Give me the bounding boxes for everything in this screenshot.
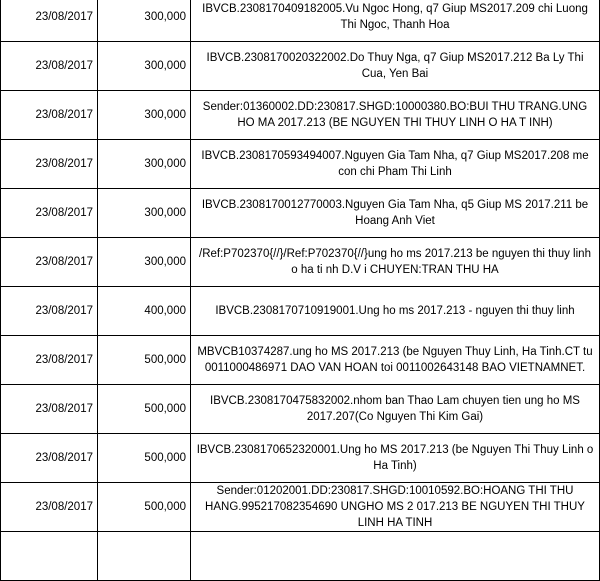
table-row — [1, 483, 600, 532]
amount-cell — [98, 532, 191, 581]
table-row — [1, 0, 600, 42]
amount-cell: 500,000 — [98, 483, 191, 532]
table-row — [1, 385, 600, 434]
description-cell — [191, 532, 600, 581]
date-cell — [1, 532, 98, 581]
amount-cell: 300,000 — [98, 42, 191, 91]
table-row — [1, 434, 600, 483]
description-cell: IBVCB.2308170652320001.Ung ho MS 2017.213 (be Nguyen Thi Thuy Linh o Ha Tinh) — [191, 434, 600, 483]
date-cell: 23/08/2017 — [1, 238, 98, 287]
amount-cell: 300,000 — [98, 189, 191, 238]
amount-cell: 500,000 — [98, 385, 191, 434]
date-cell: 23/08/2017 — [1, 91, 98, 140]
date-cell: 23/08/2017 — [1, 42, 98, 91]
date-cell: 23/08/2017 — [1, 140, 98, 189]
table-row — [1, 91, 600, 140]
amount-cell: 300,000 — [98, 91, 191, 140]
table-row — [1, 532, 600, 581]
description-cell: IBVCB.2308170593494007.Nguyen Gia Tam Nha, q7 Giup MS2017.208 me con chi Pham Thi Linh — [191, 140, 600, 189]
description-cell: MBVCB10374287.ung ho MS 2017.213 (be Nguyen Thuy Linh, Ha Tinh.CT tu 0011000486971 DAO VAN HOAN toi 0011002643148 BAO VIETNAMNET. — [191, 336, 600, 385]
date-cell: 23/08/2017 — [1, 336, 98, 385]
amount-cell: 300,000 — [98, 140, 191, 189]
description-cell: IBVCB.2308170710919001.Ung ho ms 2017.213 - nguyen thi thuy linh — [191, 287, 600, 336]
date-cell: 23/08/2017 — [1, 0, 98, 42]
description-cell: IBVCB.2308170012770003.Nguyen Gia Tam Nha, q5 Giup MS 2017.211 be Hoang Anh Viet — [191, 189, 600, 238]
table-row — [1, 189, 600, 238]
date-cell: 23/08/2017 — [1, 483, 98, 532]
amount-cell: 300,000 — [98, 238, 191, 287]
description-cell: IBVCB.2308170020322002.Do Thuy Nga, q7 Giup MS2017.212 Ba Ly Thi Cua, Yen Bai — [191, 42, 600, 91]
table-row — [1, 42, 600, 91]
description-cell: Sender:01360002.DD:230817.SHGD:10000380.BO:BUI THU TRANG.UNG HO MA 2017.213 (BE NGUYEN THI THUY LINH O HA T INH) — [191, 91, 600, 140]
date-cell: 23/08/2017 — [1, 434, 98, 483]
amount-cell: 500,000 — [98, 434, 191, 483]
table-row — [1, 140, 600, 189]
amount-cell: 400,000 — [98, 287, 191, 336]
date-cell: 23/08/2017 — [1, 385, 98, 434]
table-row — [1, 238, 600, 287]
description-cell: Sender:01202001.DD:230817.SHGD:10010592.BO:HOANG THI THU HANG.995217082354690 UNGHO MS 2 017.213 BE NGUYEN THI THUY LINH HA TINH — [191, 483, 600, 532]
table-row — [1, 336, 600, 385]
description-cell: IBVCB.2308170409182005.Vu Ngoc Hong, q7 Giup MS2017.209 chi Luong Thi Ngoc, Thanh Hoa — [191, 0, 600, 42]
amount-cell: 300,000 — [98, 0, 191, 42]
date-cell: 23/08/2017 — [1, 189, 98, 238]
date-cell: 23/08/2017 — [1, 287, 98, 336]
table-row — [1, 287, 600, 336]
amount-cell: 500,000 — [98, 336, 191, 385]
description-cell: /Ref:P702370{//}/Ref:P702370{//}ung ho ms 2017.213 be nguyen thi thuy linh o ha ti nh D.V i CHUYEN:TRAN THU HA — [191, 238, 600, 287]
description-cell: IBVCB.2308170475832002.nhom ban Thao Lam chuyen tien ung ho MS 2017.207(Co Nguyen Thi Kim Gai) — [191, 385, 600, 434]
